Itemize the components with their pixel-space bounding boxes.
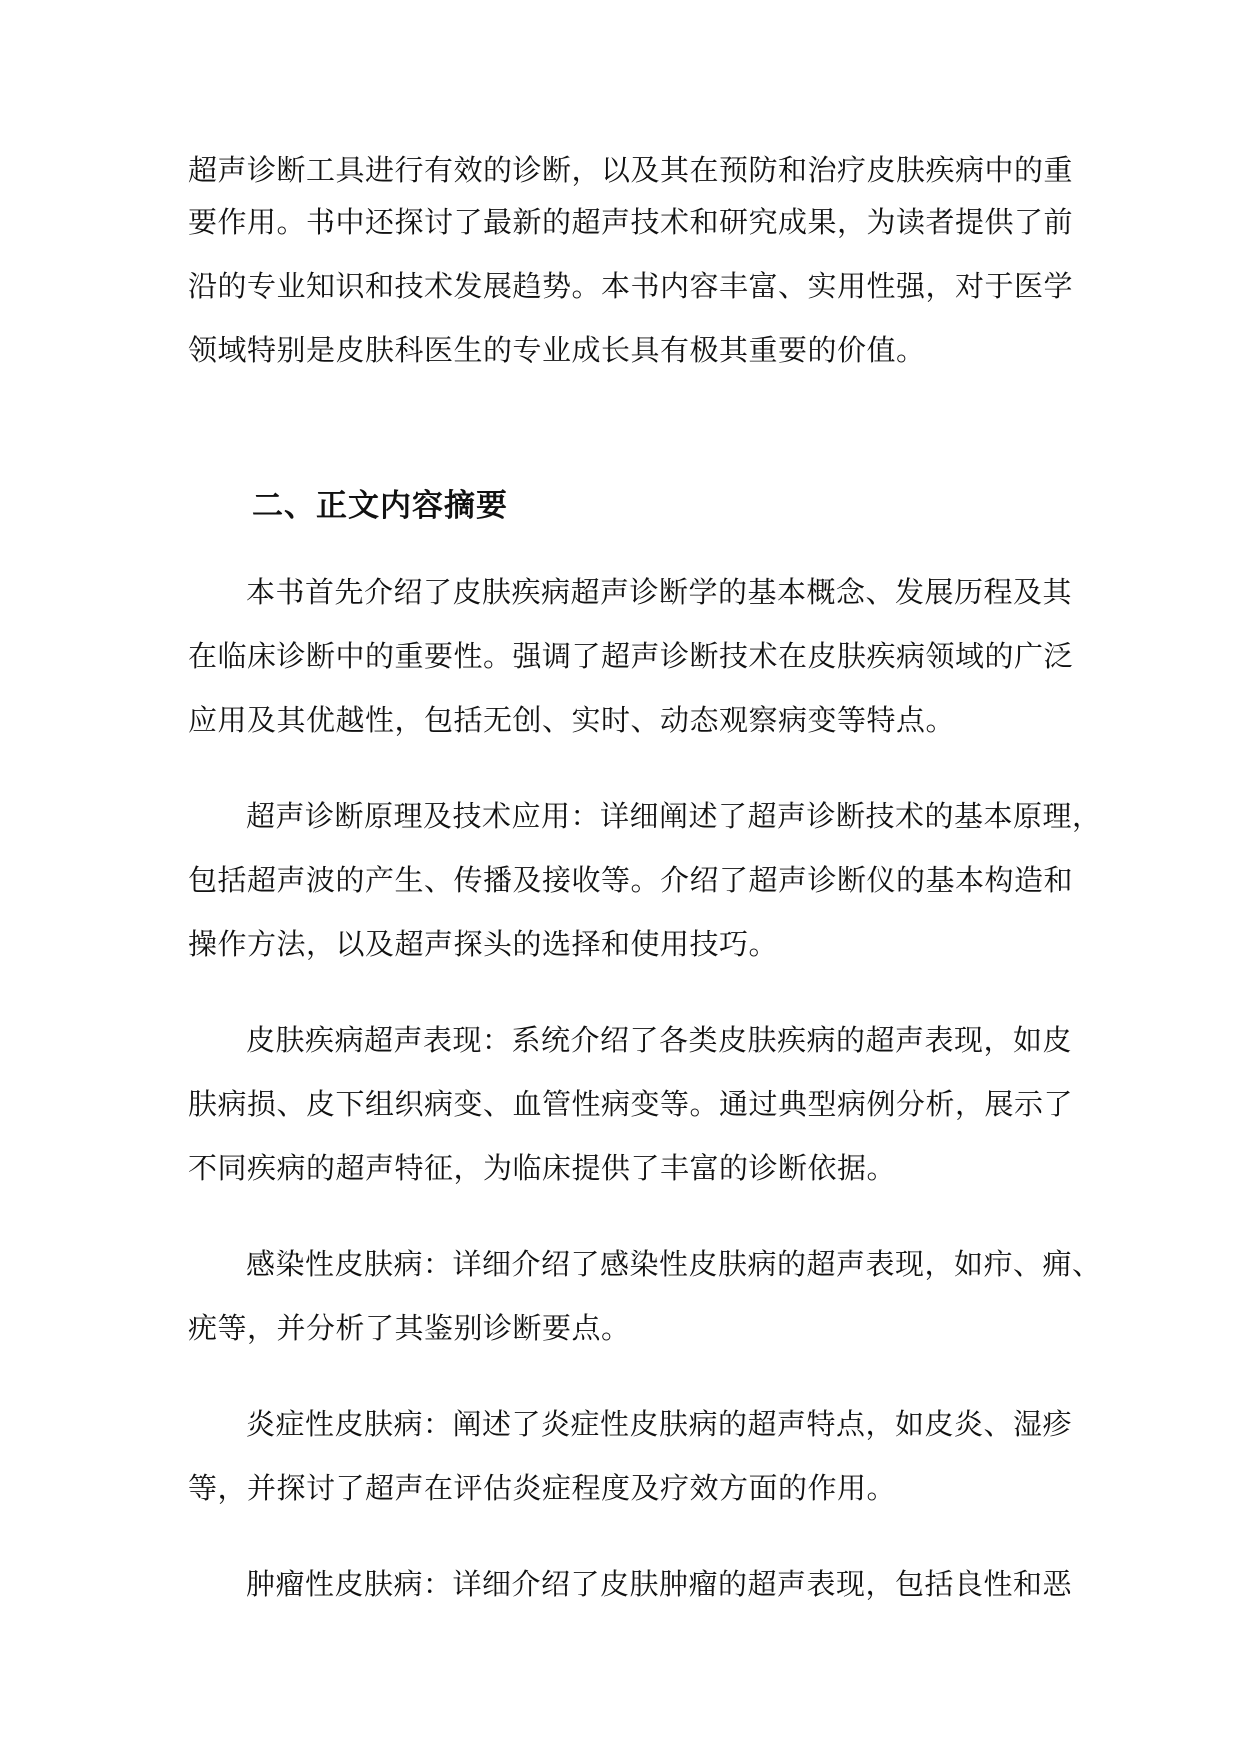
paragraph-2-line-1: 超声诊断原理及技术应用：详细阐述了超声诊断技术的基本原理， xyxy=(246,799,1102,833)
paragraph-1-line-1: 本书首先介绍了皮肤疾病超声诊断学的基本概念、发展历程及其 xyxy=(246,575,1073,609)
intro-line-1: 超声诊断工具进行有效的诊断，以及其在预防和治疗皮肤疾病中的重 xyxy=(188,153,1074,187)
paragraph-5-line-2: 等，并探讨了超声在评估炎症程度及疗效方面的作用。 xyxy=(188,1471,897,1505)
paragraph-4-line-1: 感染性皮肤病：详细介绍了感染性皮肤病的超声表现，如疖、痈、 xyxy=(246,1247,1102,1281)
paragraph-6-line-1: 肿瘤性皮肤病：详细介绍了皮肤肿瘤的超声表现，包括良性和恶 xyxy=(246,1567,1073,1601)
intro-line-4: 领域特别是皮肤科医生的专业成长具有极其重要的价值。 xyxy=(188,333,926,367)
section-heading: 二、正文内容摘要 xyxy=(252,488,508,524)
paragraph-1-line-3: 应用及其优越性，包括无创、实时、动态观察病变等特点。 xyxy=(188,703,956,737)
paragraph-2-line-2: 包括超声波的产生、传播及接收等。介绍了超声诊断仪的基本构造和 xyxy=(188,863,1074,897)
paragraph-2-line-3: 操作方法，以及超声探头的选择和使用技巧。 xyxy=(188,927,779,961)
paragraph-1-line-2: 在临床诊断中的重要性。强调了超声诊断技术在皮肤疾病领域的广泛 xyxy=(188,639,1074,673)
paragraph-3-line-3: 不同疾病的超声特征，为临床提供了丰富的诊断依据。 xyxy=(188,1151,897,1185)
paragraph-3-line-1: 皮肤疾病超声表现：系统介绍了各类皮肤疾病的超声表现，如皮 xyxy=(246,1023,1073,1057)
paragraph-4-line-2: 疣等，并分析了其鉴别诊断要点。 xyxy=(188,1311,631,1345)
paragraph-3-line-2: 肤病损、皮下组织病变、血管性病变等。通过典型病例分析，展示了 xyxy=(188,1087,1074,1121)
paragraph-5-line-1: 炎症性皮肤病：阐述了炎症性皮肤病的超声特点，如皮炎、湿疹 xyxy=(246,1407,1073,1441)
intro-line-2: 要作用。书中还探讨了最新的超声技术和研究成果，为读者提供了前 xyxy=(188,205,1074,239)
intro-line-3: 沿的专业知识和技术发展趋势。本书内容丰富、实用性强，对于医学 xyxy=(188,269,1074,303)
